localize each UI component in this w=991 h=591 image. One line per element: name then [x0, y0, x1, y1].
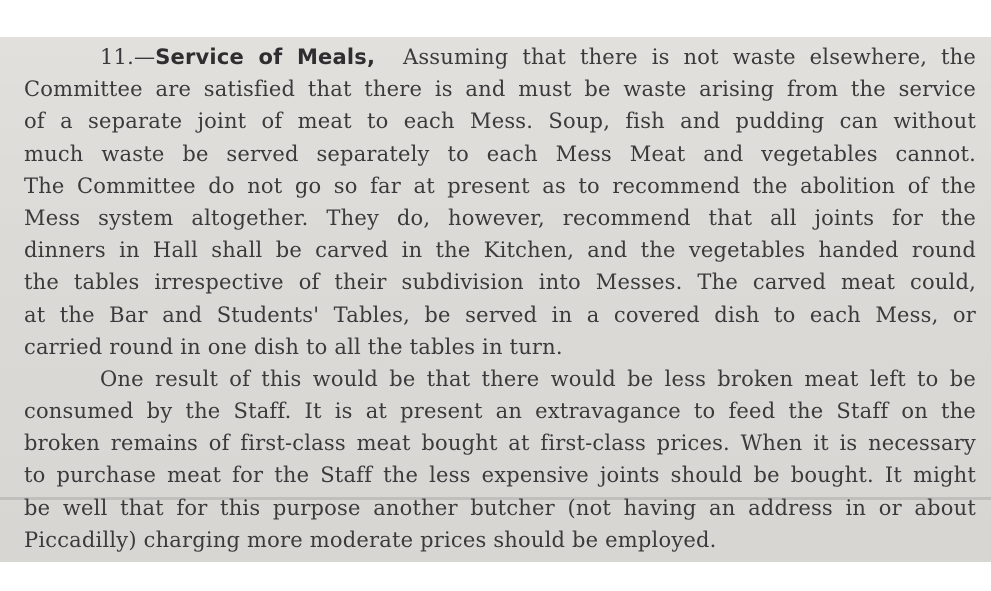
text-line: the tables irrespective of their subdivision into Messes. The carved meat could,: [24, 270, 976, 295]
text-line: at the Bar and Students' Tables, be served in a covered dish to each Mess, or: [24, 302, 976, 327]
text-line: consumed by the Staff. It is at present an extravagance to feed the Staff on the: [24, 399, 976, 424]
text-line: Mess system altogether. They do, however, recommend that all joints for the: [24, 205, 976, 230]
text-line: carried round in one dish to all the tables in turn.: [24, 334, 563, 359]
text-line: One result of this would be that there would be less broken meat left to be: [100, 366, 976, 391]
scanned-document-page: [0, 37, 991, 562]
document-text: [24, 41, 976, 556]
section-heading: Service of Meals,: [155, 45, 376, 69]
line-text: Assuming that there is not waste elsewhere, the: [402, 45, 976, 69]
text-line: Committee are satisfied that there is and must be waste arising from the service: [24, 77, 976, 102]
text-line: The Committee do not go so far at present as to recommend the abolition of the: [24, 173, 976, 198]
text-line: dinners in Hall shall be carved in the Kitchen, and the vegetables handed round: [24, 238, 976, 263]
text-line: to purchase meat for the Staff the less expensive joints should be bought. It might: [24, 463, 976, 488]
text-line: of a separate joint of meat to each Mess. Soup, fish and pudding can without: [24, 109, 976, 134]
text-line: be well that for this purpose another butcher (not having an address in or about: [24, 495, 976, 520]
text-line: much waste be served separately to each Mess Meat and vegetables cannot.: [24, 141, 976, 166]
paragraph-2: [24, 363, 976, 556]
paragraph-1: [24, 41, 976, 363]
text-line: [24, 41, 976, 73]
section-number: 11.—: [100, 45, 156, 69]
text-line: broken remains of first-class meat bought at first-class prices. When it is necessary: [24, 431, 976, 456]
text-line: Piccadilly) charging more moderate prices should be employed.: [24, 527, 717, 552]
